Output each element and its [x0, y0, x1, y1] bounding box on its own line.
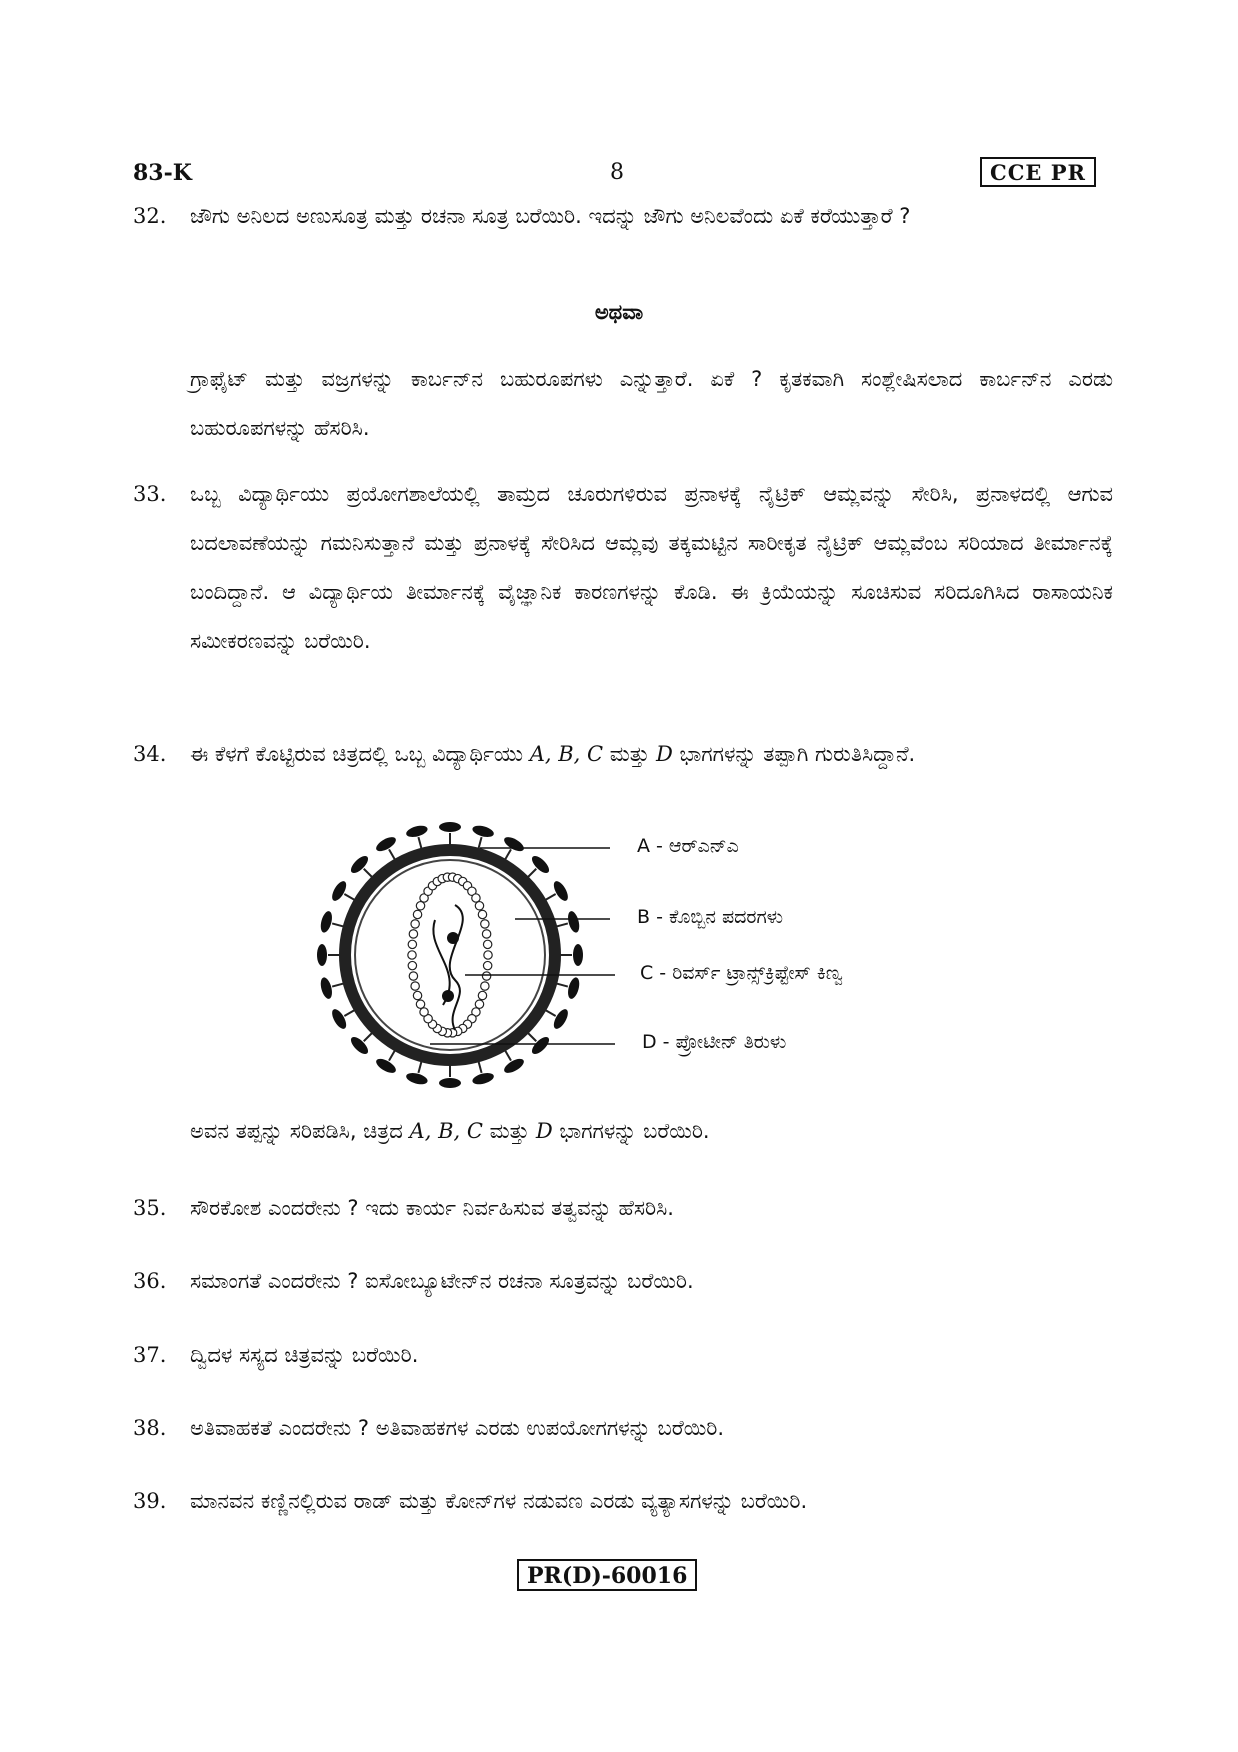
spike-head	[566, 910, 581, 934]
label-d: D - ಪ್ರೋಟೀನ್ ತಿರುಳು	[642, 1031, 787, 1053]
capsid-bead	[416, 902, 424, 910]
question-number: 37.	[133, 1343, 167, 1367]
question-number: 35.	[133, 1196, 167, 1220]
capsid-bead	[484, 951, 492, 959]
spike-head	[471, 1071, 495, 1086]
page-number: 8	[610, 160, 624, 185]
question-number: 39.	[133, 1489, 167, 1513]
question-32	[133, 192, 1113, 241]
capsid-bead	[409, 972, 417, 980]
capsid-bead	[475, 902, 483, 910]
question-text: ಸಮಾಂಗತೆ ಎಂದರೇನು ? ಐಸೋಬ್ಯೂಟೇನ್‌ನ ರಚನಾ ಸೂತ್ರವನ್ನು ಬರೆಯಿರಿ.	[190, 1269, 694, 1293]
spike-head	[471, 824, 495, 839]
question-number: 36.	[133, 1269, 167, 1293]
capsid-bead	[409, 930, 417, 938]
question-text: ಗ್ರಾಫೈಟ್ ಮತ್ತು ವಜ್ರಗಳನ್ನು ಕಾರ್ಬನ್‌ನ ಬಹುರೂಪಗಳು ಎನ್ನುತ್ತಾರೆ. ಏಕೆ ? ಕೃತಕವಾಗಿ ಸಂಶ್ಲೇಷಿಸಲಾದ ಕಾರ್ಬನ್‌ನ ಎರಡು ಬಹುರೂಪಗಳನ್ನು ಹೆಸರಿಸಿ.	[190, 367, 1113, 440]
question-number: 32.	[133, 204, 167, 228]
question-number: 38.	[133, 1416, 167, 1440]
capsid-bead	[408, 940, 416, 948]
enzyme-dot	[447, 932, 459, 944]
spike-head	[319, 910, 334, 934]
spike-head	[317, 944, 327, 966]
question-text: ಅತಿವಾಹಕತೆ ಎಂದರೇನು ? ಅತಿವಾಹಕಗಳ ಎರಡು ಉಪಯೋಗಗಳನ್ನು ಬರೆಯಿರಿ.	[190, 1416, 725, 1440]
spike-head	[551, 1007, 571, 1031]
capsid-bead	[481, 920, 489, 928]
question-33	[133, 470, 1113, 666]
question-text: ಮಾನವನ ಕಣ್ಣಿನಲ್ಲಿರುವ ರಾಡ್ ಮತ್ತು ಕೋನ್‌ಗಳ ನಡುವಣ ಎರಡು ವ್ಯತ್ಯಾಸಗಳನ್ನು ಬರೆಯಿರಿ.	[190, 1489, 808, 1513]
capsid-bead	[408, 961, 416, 969]
label-b: B - ಕೊಬ್ಬಿನ ಪದರಗಳು	[637, 906, 784, 928]
capsid-bead	[413, 910, 421, 918]
capsid-bead	[411, 982, 419, 990]
spike-head	[374, 834, 398, 854]
question-text: ಅವನ ತಪ್ಪನ್ನು ಸರಿಪಡಿಸಿ, ಚಿತ್ರದ A, B, C ಮತ್ತು D ಭಾಗಗಳನ್ನು ಬರೆಯಿರಿ.	[190, 1119, 710, 1143]
capsid-bead	[420, 1008, 428, 1016]
question-number: 33.	[133, 482, 167, 506]
capsid-bead	[416, 1000, 424, 1008]
virus-diagram	[315, 820, 935, 1090]
capsid-bead	[483, 940, 491, 948]
capsid-bead	[478, 991, 486, 999]
question-36	[133, 1257, 1113, 1306]
capsid-bead	[408, 951, 416, 959]
capsid-bead	[482, 972, 490, 980]
question-text: ಸೌರಕೋಶ ಎಂದರೇನು ? ಇದು ಕಾರ್ಯ ನಿರ್ವಹಿಸುವ ತತ್ವವನ್ನು ಹೆಸರಿಸಿ.	[190, 1196, 674, 1220]
spike-head	[439, 1078, 461, 1088]
question-text: ಒಬ್ಬ ವಿದ್ಯಾರ್ಥಿಯು ಪ್ರಯೋಗಶಾಲೆಯಲ್ಲಿ ತಾಮ್ರದ ಚೂರುಗಳಿರುವ ಪ್ರನಾಳಕ್ಕೆ ನೈಟ್ರಿಕ್ ಆಮ್ಲವನ್ನು ಸೇರಿಸಿ, ಪ್ರನಾಳದಲ್ಲಿ ಆಗುವ ಬದಲಾವಣೆಯನ್ನು ಗಮನಿಸುತ್ತಾನೆ ಮತ್ತು ಪ್ರನಾಳಕ್ಕೆ ಸೇರಿಸಿದ ಆಮ್ಲವು ತಕ್ಕಮಟ್ಟಿನ ಸಾರೀಕೃತ ನೈಟ್ರಿಕ್ ಆಮ್ಲವೆಂಬ ಸರಿಯಾದ ತೀರ್ಮಾನಕ್ಕೆ ಬಂದಿದ್ದಾನೆ. ಆ ವಿದ್ಯಾರ್ಥಿಯ ತೀರ್ಮಾನಕ್ಕೆ ವೈಜ್ಞಾನಿಕ ಕಾರಣಗಳನ್ನು ಕೊಡಿ. ಈ ಕ್ರಿಯೆಯನ್ನು ಸೂಚಿಸುವ ಸರಿದೂಗಿಸಿದ ರಾಸಾಯನಿಕ ಸಮೀಕರಣವನ್ನು ಬರೆಯಿರಿ.	[190, 482, 1113, 653]
spike-head	[405, 824, 429, 839]
capsid-bead	[478, 910, 486, 918]
inner-envelope	[355, 860, 545, 1050]
rna-strand	[450, 905, 463, 1030]
capsid-bead	[413, 991, 421, 999]
spike-head	[502, 1056, 526, 1076]
label-a: A - ಆರ್‌ಎನ್‌ಎ	[637, 835, 739, 857]
spike-head	[566, 976, 581, 1000]
capsid-bead	[411, 920, 419, 928]
question-34-instruction	[133, 1107, 1113, 1156]
question-37	[133, 1331, 1113, 1380]
question-text: ಜೌಗು ಅನಿಲದ ಅಣುಸೂತ್ರ ಮತ್ತು ರಚನಾ ಸೂತ್ರ ಬರೆಯಿರಿ. ಇದನ್ನು ಜೌಗು ಅನಿಲವೆಂದು ಏಕೆ ಕರೆಯುತ್ತಾರೆ ?	[190, 204, 911, 228]
spike-head	[319, 976, 334, 1000]
label-c: C - ರಿವರ್ಸ್ ಟ್ರಾನ್ಸ್‌ಕ್ರಿಪ್ಟೇಸ್ ಕಿಣ್ವ	[640, 962, 843, 984]
question-35	[133, 1184, 1113, 1233]
capsid-bead	[481, 982, 489, 990]
capsid-beads	[408, 873, 492, 1037]
question-38	[133, 1404, 1113, 1453]
question-text: ಈ ಕೆಳಗೆ ಕೊಟ್ಟಿರುವ ಚಿತ್ರದಲ್ಲಿ ಒಬ್ಬ ವಿದ್ಯಾರ್ಥಿಯು A, B, C ಮತ್ತು D ಭಾಗಗಳನ್ನು ತಪ್ಪಾಗಿ ಗುರುತಿಸಿದ್ದಾನೆ.	[190, 742, 916, 766]
or-separator: ಅಥವಾ	[594, 300, 644, 324]
spike-head	[329, 1007, 349, 1031]
question-39	[133, 1477, 1113, 1526]
spike-head	[405, 1071, 429, 1086]
spike-head	[502, 834, 526, 854]
outer-envelope	[345, 850, 555, 1060]
spike-head	[551, 879, 571, 903]
paper-code: 83-K	[133, 160, 192, 186]
question-32-alternative	[133, 355, 1113, 453]
question-text: ದ್ವಿದಳ ಸಸ್ಯದ ಚಿತ್ರವನ್ನು ಬರೆಯಿರಿ.	[190, 1343, 419, 1367]
envelope-spikes	[317, 822, 583, 1088]
exam-type-badge: CCE PR	[980, 157, 1096, 187]
capsid-bead	[475, 1000, 483, 1008]
spike-head	[329, 879, 349, 903]
virus-illustration	[315, 820, 935, 1090]
spike-head	[374, 1056, 398, 1076]
capsid-bead	[482, 930, 490, 938]
capsid-bead	[483, 961, 491, 969]
spike-head	[439, 822, 461, 832]
capsid-bead	[472, 894, 480, 902]
enzyme-dot	[442, 990, 454, 1002]
question-number: 34.	[133, 742, 167, 766]
spike-head	[573, 944, 583, 966]
question-34	[133, 730, 1113, 779]
paper-id-footer: PR(D)-60016	[517, 1559, 697, 1591]
